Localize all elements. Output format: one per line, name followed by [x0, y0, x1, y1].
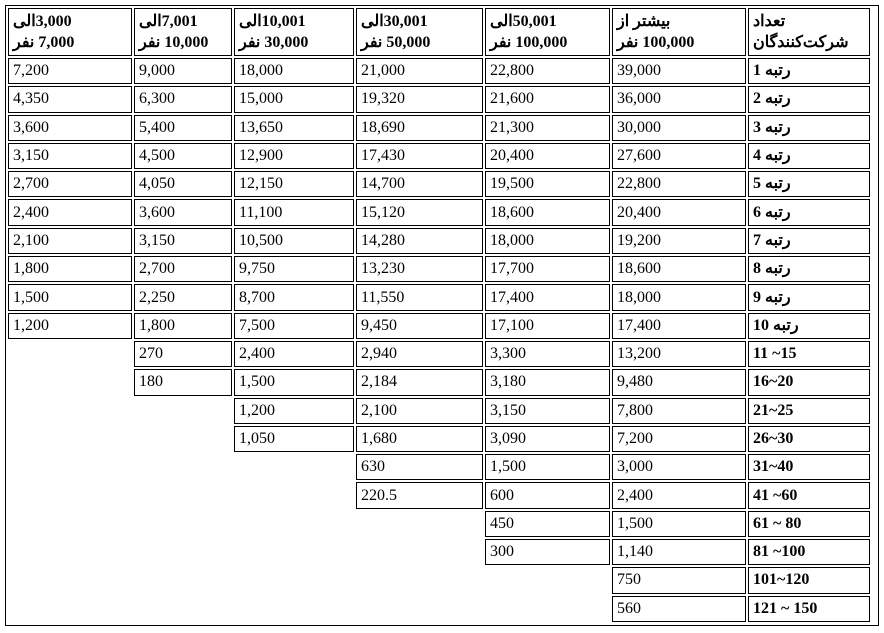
empty-cell — [356, 511, 483, 622]
prize-table-body — [8, 58, 870, 622]
prize-cell: 12,900 — [234, 143, 354, 169]
prize-cell: 1,680 — [356, 426, 483, 452]
rank-label: رتبه 9 — [748, 284, 870, 310]
prize-cell: 180 — [134, 369, 232, 395]
rank-label: 61 ~ 80 — [748, 511, 870, 537]
prize-cell: 19,320 — [356, 86, 483, 112]
prize-cell: 1,800 — [8, 256, 132, 282]
prize-cell: 1,140 — [612, 539, 746, 565]
prize-cell: 300 — [485, 539, 610, 565]
prize-cell: 3,150 — [8, 143, 132, 169]
prize-cell: 7,500 — [234, 313, 354, 339]
prize-cell: 3,300 — [485, 341, 610, 367]
rank-label: رتبه 5 — [748, 171, 870, 197]
prize-cell: 11,100 — [234, 199, 354, 225]
rank-label: 101~120 — [748, 567, 870, 593]
prize-cell: 20,400 — [612, 199, 746, 225]
column-header-line2: 100,000 نفر — [617, 34, 695, 51]
table-row — [8, 341, 870, 367]
prize-cell: 3,000 — [612, 454, 746, 480]
prize-cell: 1,200 — [8, 313, 132, 339]
empty-cell — [134, 398, 232, 622]
table-row — [8, 256, 870, 282]
prize-cell: 10,500 — [234, 228, 354, 254]
prize-cell: 2,100 — [8, 228, 132, 254]
rank-label: رتبه 2 — [748, 86, 870, 112]
prize-cell: 7,200 — [612, 426, 746, 452]
prize-cell: 36,000 — [612, 86, 746, 112]
prize-cell: 1,800 — [134, 313, 232, 339]
table-row — [8, 115, 870, 141]
prize-cell: 13,200 — [612, 341, 746, 367]
prize-cell: 19,500 — [485, 171, 610, 197]
column-header-line2: 100,000 نفر — [490, 34, 568, 51]
column-header-line1: 30,001الی — [361, 13, 428, 30]
prize-cell: 4,050 — [134, 171, 232, 197]
prize-cell: 1,500 — [234, 369, 354, 395]
prize-cell: 1,200 — [234, 398, 354, 424]
rank-label: 16~20 — [748, 369, 870, 395]
prize-cell: 3,180 — [485, 369, 610, 395]
prize-cell: 17,430 — [356, 143, 483, 169]
column-header-line2: 7,000 نفر — [13, 34, 75, 51]
rank-label: رتبه 10 — [748, 313, 870, 339]
prize-cell: 2,250 — [134, 284, 232, 310]
column-header-line2: 50,000 نفر — [361, 34, 431, 51]
table-row — [8, 284, 870, 310]
participants-header-line1: تعداد — [753, 13, 786, 30]
rank-label: رتبه 8 — [748, 256, 870, 282]
prize-cell: 270 — [134, 341, 232, 367]
prize-cell: 7,200 — [8, 58, 132, 84]
prize-cell: 9,480 — [612, 369, 746, 395]
column-header-line1: 10,001الی — [239, 13, 306, 30]
rank-label: رتبه 6 — [748, 199, 870, 225]
prize-cell: 600 — [485, 482, 610, 508]
table-row — [8, 199, 870, 225]
prize-cell: 1,500 — [612, 511, 746, 537]
prize-cell: 20,400 — [485, 143, 610, 169]
prize-cell: 2,184 — [356, 369, 483, 395]
prize-cell: 8,700 — [234, 284, 354, 310]
header-row — [8, 8, 870, 56]
prize-cell: 18,000 — [612, 284, 746, 310]
column-header-line2: 10,000 نفر — [139, 34, 209, 51]
empty-cell — [234, 454, 354, 622]
column-header-line1: بیشتر از — [617, 13, 671, 30]
prize-cell: 13,230 — [356, 256, 483, 282]
prize-cell: 2,700 — [134, 256, 232, 282]
prize-cell: 17,400 — [612, 313, 746, 339]
empty-cell — [485, 567, 610, 622]
prize-cell: 21,600 — [485, 86, 610, 112]
prize-cell: 3,600 — [8, 115, 132, 141]
prize-cell: 30,000 — [612, 115, 746, 141]
table-row — [8, 228, 870, 254]
table-row — [8, 369, 870, 395]
prize-cell: 7,800 — [612, 398, 746, 424]
prize-cell: 9,750 — [234, 256, 354, 282]
prize-cell: 4,500 — [134, 143, 232, 169]
rank-label: رتبه 1 — [748, 58, 870, 84]
prize-cell: 22,800 — [612, 171, 746, 197]
prize-cell: 18,600 — [485, 199, 610, 225]
prize-cell: 27,600 — [612, 143, 746, 169]
rank-label: 81 ~100 — [748, 539, 870, 565]
participants-header — [748, 8, 870, 56]
column-header — [234, 8, 354, 56]
prize-cell: 14,280 — [356, 228, 483, 254]
prize-cell: 12,150 — [234, 171, 354, 197]
prize-cell: 14,700 — [356, 171, 483, 197]
prize-cell: 4,350 — [8, 86, 132, 112]
prize-cell: 17,400 — [485, 284, 610, 310]
column-header — [8, 8, 132, 56]
column-header — [612, 8, 746, 56]
prize-cell: 18,600 — [612, 256, 746, 282]
column-header-line1: 7,001الی — [139, 13, 198, 30]
prize-cell: 9,000 — [134, 58, 232, 84]
prize-cell: 2,400 — [8, 199, 132, 225]
prize-cell: 2,400 — [234, 341, 354, 367]
prize-cell: 5,400 — [134, 115, 232, 141]
prize-cell: 19,200 — [612, 228, 746, 254]
rank-label: رتبه 7 — [748, 228, 870, 254]
prize-cell: 9,450 — [356, 313, 483, 339]
prize-cell: 18,000 — [485, 228, 610, 254]
prize-cell: 3,600 — [134, 199, 232, 225]
prize-cell: 2,940 — [356, 341, 483, 367]
prize-cell: 560 — [612, 596, 746, 622]
column-header-line1: 3,000الی — [13, 13, 72, 30]
prize-cell: 39,000 — [612, 58, 746, 84]
prize-cell: 21,000 — [356, 58, 483, 84]
prize-cell: 750 — [612, 567, 746, 593]
empty-cell — [8, 341, 132, 622]
participants-header-line2: شرکت‌کنندگان — [753, 34, 849, 51]
prize-cell: 15,120 — [356, 199, 483, 225]
prize-cell: 2,100 — [356, 398, 483, 424]
prize-cell: 3,150 — [485, 398, 610, 424]
prize-cell: 18,000 — [234, 58, 354, 84]
prize-cell: 2,700 — [8, 171, 132, 197]
column-header — [485, 8, 610, 56]
table-row — [8, 313, 870, 339]
prize-cell: 3,090 — [485, 426, 610, 452]
prize-cell: 1,050 — [234, 426, 354, 452]
prize-cell: 13,650 — [234, 115, 354, 141]
prize-cell: 15,000 — [234, 86, 354, 112]
prize-cell: 1,500 — [485, 454, 610, 480]
prize-table — [6, 6, 872, 624]
prize-cell: 2,400 — [612, 482, 746, 508]
prize-cell: 21,300 — [485, 115, 610, 141]
rank-label: 41 ~60 — [748, 482, 870, 508]
prize-cell: 17,100 — [485, 313, 610, 339]
prize-cell: 630 — [356, 454, 483, 480]
prize-cell: 6,300 — [134, 86, 232, 112]
rank-label: 21~25 — [748, 398, 870, 424]
prize-cell: 1,500 — [8, 284, 132, 310]
prize-cell: 17,700 — [485, 256, 610, 282]
rank-label: رتبه 3 — [748, 115, 870, 141]
prize-cell: 450 — [485, 511, 610, 537]
table-row — [8, 58, 870, 84]
rank-label: 121 ~ 150 — [748, 596, 870, 622]
table-row — [8, 171, 870, 197]
prize-table-frame — [5, 5, 879, 626]
table-row — [8, 143, 870, 169]
column-header — [356, 8, 483, 56]
rank-label: 31~40 — [748, 454, 870, 480]
rank-label: رتبه 4 — [748, 143, 870, 169]
prize-cell: 18,690 — [356, 115, 483, 141]
column-header-line1: 50,001الی — [490, 13, 557, 30]
table-row — [8, 86, 870, 112]
prize-cell: 220.5 — [356, 482, 483, 508]
rank-label: 26~30 — [748, 426, 870, 452]
column-header-line2: 30,000 نفر — [239, 34, 309, 51]
rank-label: 11 ~15 — [748, 341, 870, 367]
prize-cell: 3,150 — [134, 228, 232, 254]
column-header — [134, 8, 232, 56]
table-row — [8, 398, 870, 424]
prize-cell: 22,800 — [485, 58, 610, 84]
prize-cell: 11,550 — [356, 284, 483, 310]
